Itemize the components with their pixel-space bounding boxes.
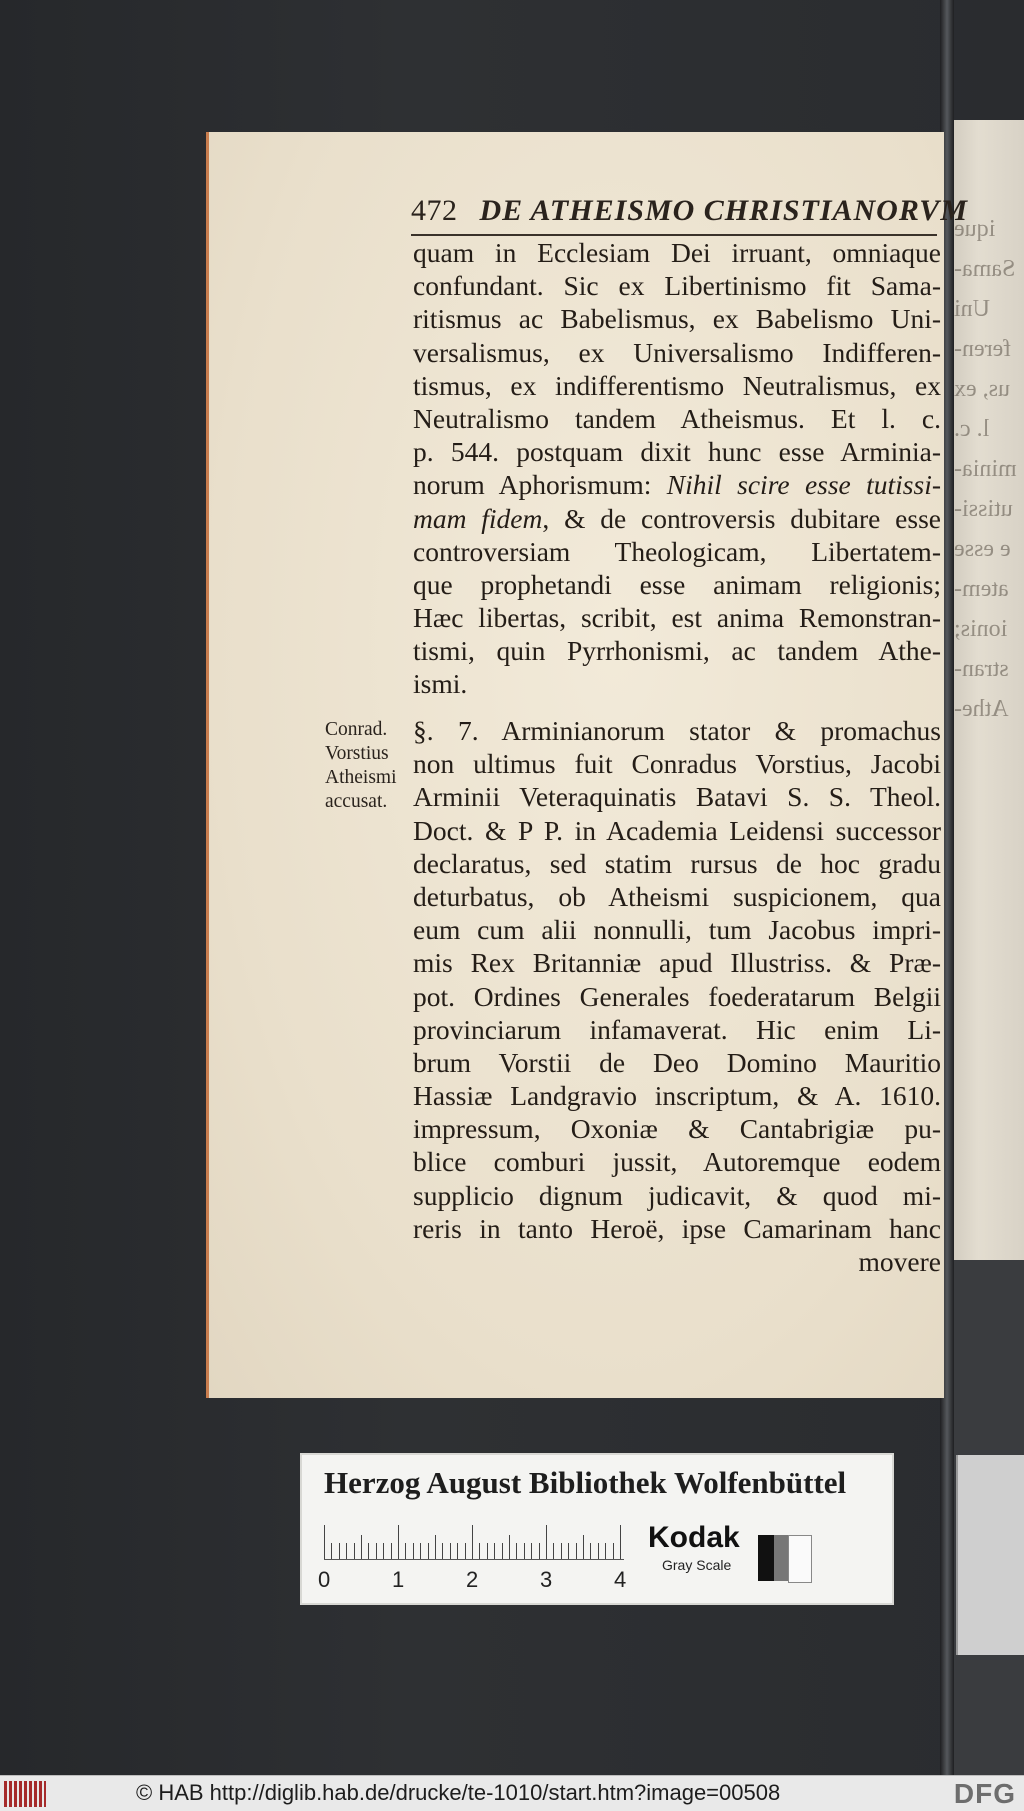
- ruler-tick: [531, 1543, 532, 1559]
- text-line: deturbatus, ob Atheismi suspicionem, qua: [413, 880, 941, 912]
- text-line: brum Vorstii de Deo Domino Mauritio: [413, 1046, 941, 1078]
- adjacent-color-card: [956, 1455, 1024, 1655]
- text-line: Hassiæ Landgravio inscriptum, & A. 1610.: [413, 1080, 941, 1112]
- text-line: ismi.: [413, 668, 468, 700]
- adjacent-page-edge: ique Sama- Uni feren- us, ex l. c. minia- utissi- e esse atem- ionis; stran- Athe-: [948, 120, 1024, 1260]
- footer-bar: [0, 1775, 1024, 1811]
- ruler-tick: [398, 1525, 399, 1559]
- text-line: tismus, ex indifferentismo Neutralismus, ex: [413, 369, 941, 401]
- text-line: norum Aphorismum: Nihil scire esse tutissi-: [413, 469, 941, 501]
- kodak-gray-scale-card: [300, 1453, 894, 1605]
- ruler-number: 4: [614, 1567, 627, 1592]
- gray-swatch-black: [758, 1535, 774, 1581]
- text-line: declaratus, sed statim rursus de hoc gradu: [413, 847, 941, 879]
- ruler-tick: [509, 1535, 510, 1559]
- text-line: supplicio dignum judicavit, & quod mi-: [413, 1179, 941, 1211]
- ruler-tick: [598, 1543, 599, 1559]
- ruler-tick: [561, 1543, 562, 1559]
- paragraph-1: [413, 236, 941, 701]
- gray-swatch-mid: [774, 1535, 788, 1581]
- text-line: provinciarum infamaverat. Hic enim Li-: [413, 1013, 941, 1045]
- ruler-tick: [383, 1543, 384, 1559]
- paragraph-2: [413, 714, 941, 1278]
- ruler-number: 0: [318, 1567, 331, 1592]
- scale-ruler: [324, 1523, 624, 1560]
- text-line: reris in tanto Heroë, ipse Camarinam hanc: [413, 1212, 941, 1244]
- ruler-tick: [368, 1543, 369, 1559]
- ruler-tick: [442, 1543, 443, 1559]
- ruler-tick: [590, 1543, 591, 1559]
- text-line: pot. Ordines Generales foederatarum Belgii: [413, 980, 941, 1012]
- ruler-tick: [420, 1543, 421, 1559]
- text-line: confundant. Sic ex Libertinismo fit Sama-: [413, 270, 941, 302]
- margin-note-line: Conrad.: [325, 719, 388, 740]
- ruler-number: 3: [540, 1567, 553, 1592]
- text-line: Hæc libertas, scribit, est anima Remonstran-: [413, 602, 941, 634]
- ruler-tick: [576, 1543, 577, 1559]
- ruler-tick: [450, 1543, 451, 1559]
- dfg-logo: DFG: [953, 1778, 1016, 1809]
- ruler-tick: [435, 1535, 436, 1559]
- ruler-tick: [472, 1525, 473, 1559]
- ruler-tick: [583, 1535, 584, 1559]
- margin-note-line: Vorstius: [325, 743, 389, 764]
- ruler-tick: [428, 1543, 429, 1559]
- margin-note-line: accusat.: [325, 791, 388, 812]
- text-line: §. 7. Arminianorum stator & promachus: [413, 715, 941, 746]
- footer-url[interactable]: © HAB http://diglib.hab.de/drucke/te-1010/start.htm?image=00508: [136, 1780, 781, 1805]
- text-line: tismi, quin Pyrrhonismi, ac tandem Athe-: [413, 635, 941, 667]
- text-line: p. 544. postquam dixit hunc esse Arminia-: [413, 436, 941, 468]
- margin-note: [325, 718, 417, 814]
- text-line: mis Rex Britanniæ apud Illustriss. & Præ-: [413, 947, 941, 979]
- ruler-tick: [413, 1543, 414, 1559]
- ruler-tick: [568, 1543, 569, 1559]
- ruler-tick: [502, 1543, 503, 1559]
- text-line: Doct. & P P. in Academia Leidensi successor: [413, 814, 941, 846]
- gray-swatch-white: [788, 1535, 812, 1583]
- text-line: blice comburi jussit, Autoremque eodem: [413, 1146, 941, 1178]
- ruler-tick: [553, 1543, 554, 1559]
- ruler-number: 1: [392, 1567, 405, 1592]
- ruler-tick: [620, 1525, 621, 1559]
- ruler-number: 2: [466, 1567, 479, 1592]
- margin-note-line: Atheismi: [325, 767, 397, 788]
- text-line: ritismus ac Babelismus, ex Babelismo Uni-: [413, 303, 941, 335]
- page-header: [411, 194, 968, 228]
- text-line: mam fidem, & de controversis dubitare esse: [413, 502, 941, 534]
- ruler-tick: [605, 1543, 606, 1559]
- ruler-tick: [324, 1525, 325, 1559]
- catchword: movere: [858, 1246, 941, 1277]
- ruler-tick: [354, 1543, 355, 1559]
- gray-scale-label: Gray Scale: [662, 1557, 732, 1573]
- text-line: quam in Ecclesiam Dei irruant, omniaque: [413, 237, 941, 268]
- ruler-tick: [479, 1543, 480, 1559]
- ruler-tick: [457, 1543, 458, 1559]
- text-line: Arminii Veteraquinatis Batavi S. S. Theol.: [413, 781, 941, 813]
- text-line: eum cum alii nonnulli, tum Jacobus impri-: [413, 914, 941, 946]
- kodak-logo: Kodak: [648, 1521, 740, 1554]
- ruler-tick: [524, 1543, 525, 1559]
- text-line: controversiam Theologicam, Libertatem-: [413, 535, 941, 567]
- text-line: non ultimus fuit Conradus Vorstius, Jacobi: [413, 748, 941, 780]
- ruler-tick: [516, 1543, 517, 1559]
- ruler-tick: [376, 1543, 377, 1559]
- ruler-tick: [346, 1543, 347, 1559]
- text-line: impressum, Oxoniæ & Cantabrigiæ pu-: [413, 1113, 941, 1145]
- ruler-tick: [391, 1543, 392, 1559]
- book-page: [206, 132, 968, 1398]
- text-line: versalismus, ex Universalismo Indifferen-: [413, 336, 941, 368]
- ruler-tick: [487, 1543, 488, 1559]
- ruler-tick: [331, 1543, 332, 1559]
- hab-logo-icon: [4, 1781, 46, 1807]
- ruler-tick: [339, 1543, 340, 1559]
- page-number: 472: [411, 194, 458, 227]
- running-head: DE ATHEISMO CHRISTIANORVM: [479, 194, 968, 227]
- text-line: que prophetandi esse animam religionis;: [413, 568, 941, 600]
- ruler-tick: [361, 1535, 362, 1559]
- ruler-tick: [539, 1543, 540, 1559]
- ruler-tick: [494, 1543, 495, 1559]
- library-title: Herzog August Bibliothek Wolfenbüttel: [324, 1465, 847, 1500]
- ruler-tick: [613, 1543, 614, 1559]
- ruler-tick: [405, 1543, 406, 1559]
- ruler-tick: [546, 1525, 547, 1559]
- ruler-tick: [465, 1543, 466, 1559]
- text-line: Neutralismo tandem Atheismus. Et l. c.: [413, 402, 941, 434]
